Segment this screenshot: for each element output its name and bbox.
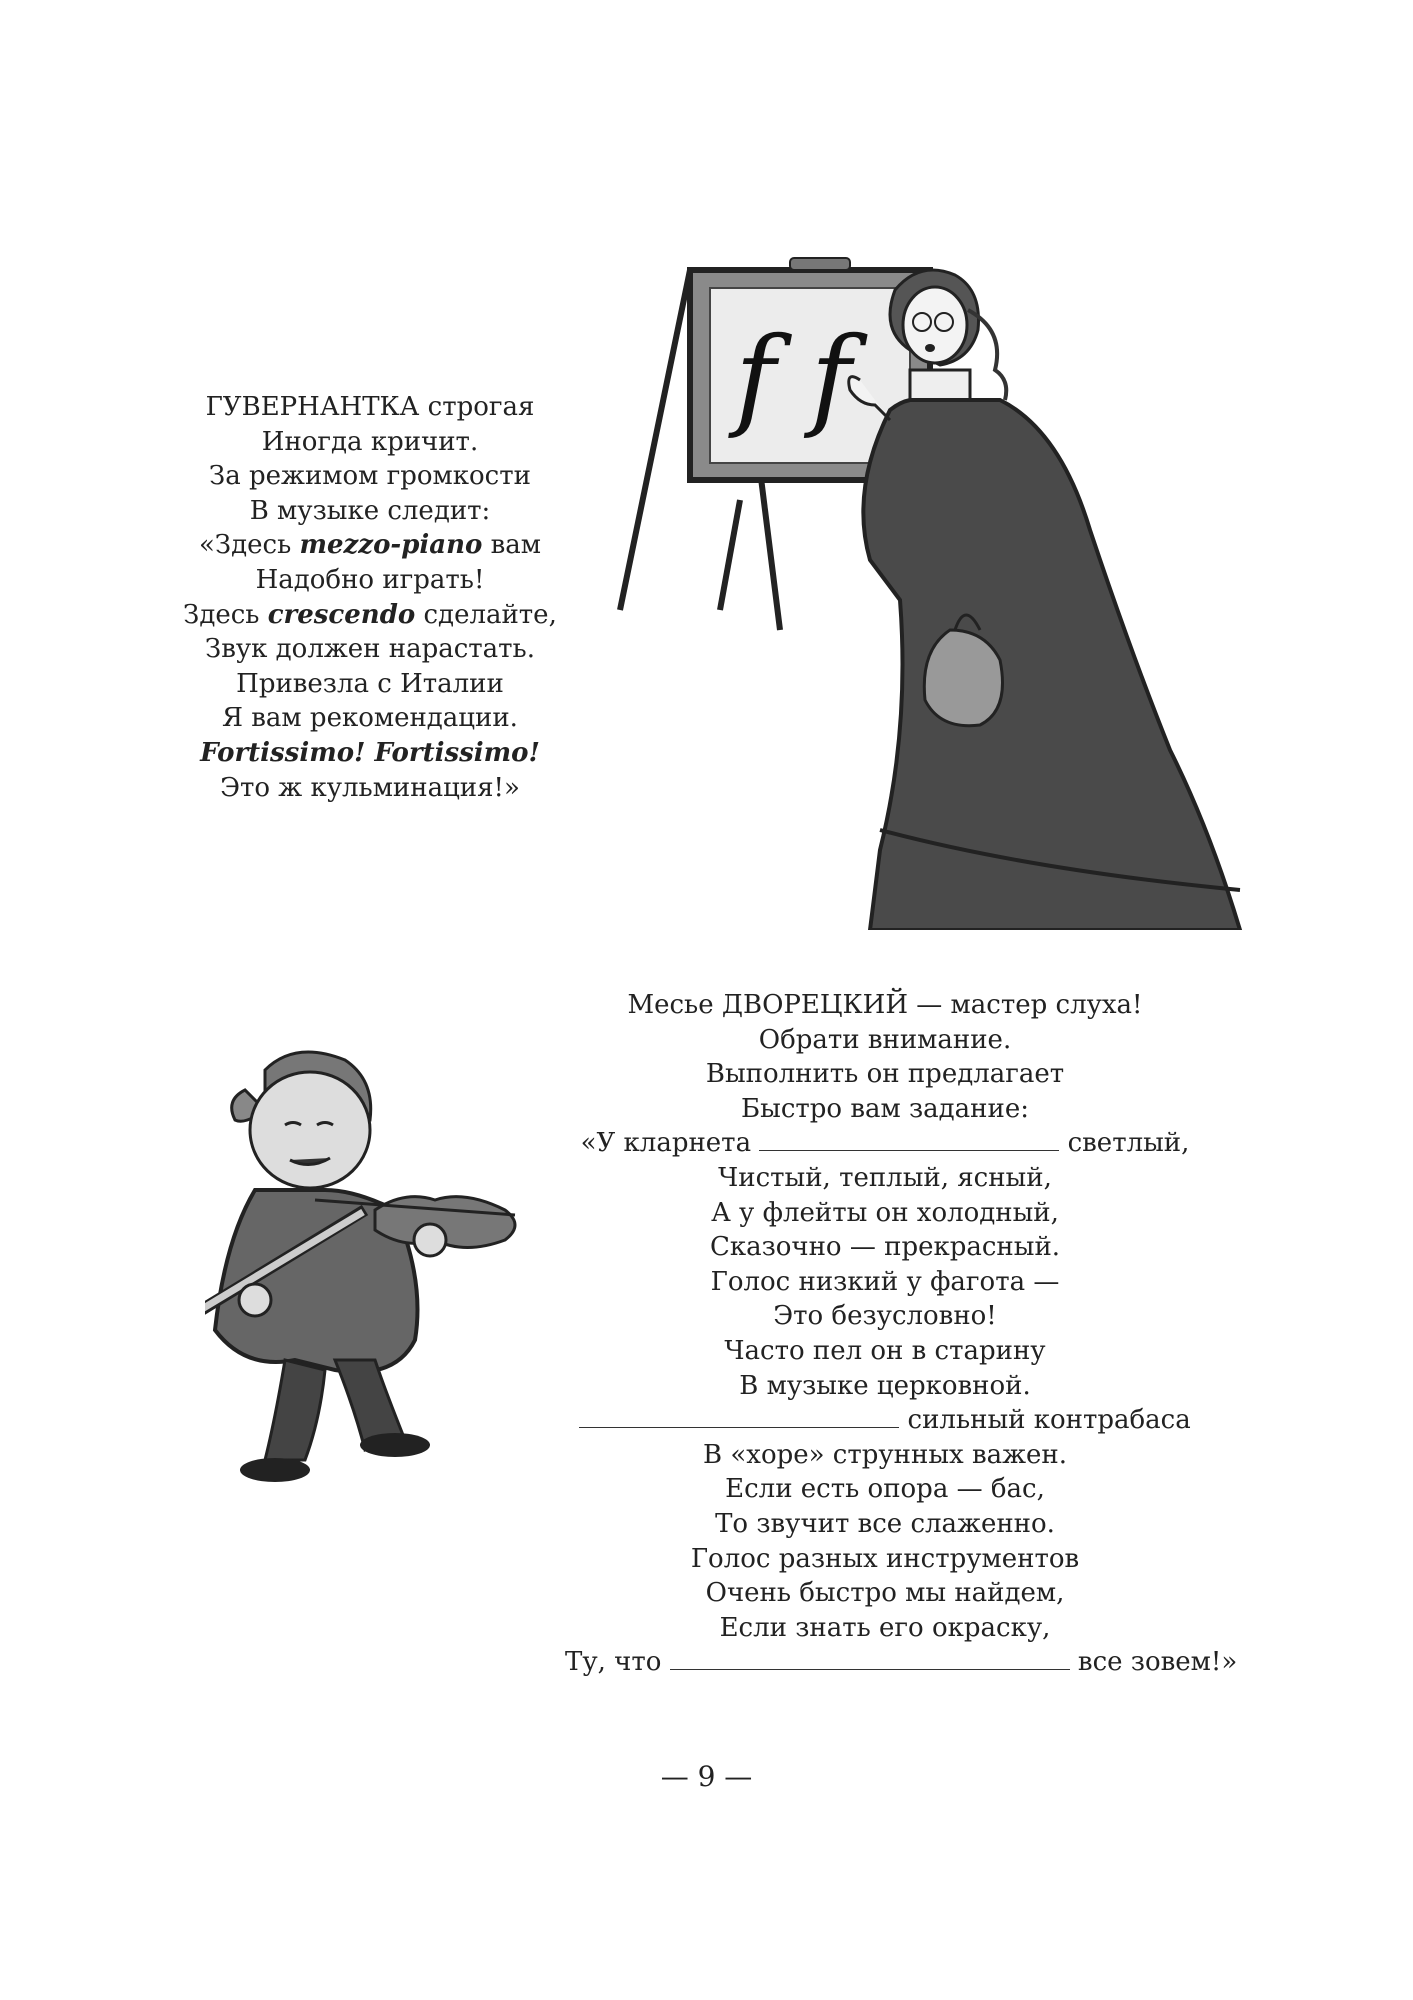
- poem-line: Ту, что все зовем!»: [565, 1647, 1238, 1678]
- poem-line: В музыке церковной.: [739, 1370, 1031, 1401]
- poem-line: сильный контрабаса: [565, 1403, 1205, 1438]
- poem-line: «У кларнета светлый,: [580, 1128, 1190, 1159]
- poem-line: Если есть опора — бас,: [725, 1474, 1045, 1505]
- poem-line: [170, 736, 570, 771]
- poem-line: Очень быстро мы найдем,: [705, 1578, 1065, 1609]
- poem-line: Чистый, теплый, ясный,: [718, 1162, 1052, 1193]
- poem-line: Месье ДВОРЕЦКИЙ — мастер слуха!: [627, 990, 1143, 1020]
- fill-in-blank[interactable]: [670, 1645, 1070, 1670]
- emphasis-term: Fortissimo! Fortissimo!: [200, 737, 540, 768]
- poem-line: А у флейты он холодный,: [711, 1197, 1059, 1228]
- poem-line: Это ж кульминация!»: [220, 772, 520, 803]
- poem-line: Голос низкий у фагота —: [710, 1266, 1060, 1297]
- poem-line: Звук должен нарастать.: [205, 634, 535, 665]
- poem-line: Голос разных инструментов: [690, 1543, 1080, 1574]
- fill-in-blank[interactable]: [759, 1126, 1059, 1151]
- page-number: — 9 —: [660, 1760, 753, 1793]
- poem-line: Надобно играть!: [255, 564, 485, 595]
- poem-line: Я вам рекомендации.: [222, 703, 518, 734]
- poem-line: Быстро вам задание:: [741, 1093, 1029, 1124]
- emphasis-term: mezzo-piano: [299, 530, 483, 561]
- poem-line: Привезла с Италии: [236, 668, 504, 699]
- butler-violinist-illustration: [205, 1040, 605, 1510]
- poem-line: Иногда кричит.: [261, 426, 479, 457]
- board-letters: f f: [735, 313, 852, 441]
- poem-line: За режимом громкости: [209, 461, 531, 492]
- governess-illustration: [610, 230, 1250, 930]
- poem-line: В музыке следит:: [249, 495, 491, 526]
- poem-line: Часто пел он в старину: [724, 1335, 1046, 1366]
- poem-line: «Здесь mezzo-piano вам: [199, 530, 541, 561]
- poem-line: Здесь crescendo сделайте,: [183, 599, 557, 630]
- poem-line: То звучит все слаженно.: [715, 1508, 1055, 1539]
- poem-butler: [565, 988, 1238, 1680]
- poem-governess: [170, 390, 570, 805]
- poem-line: В «хоре» струнных важен.: [703, 1439, 1067, 1470]
- poem-line: Выполнить он предлагает: [705, 1059, 1065, 1090]
- poem-line: Это безусловно!: [773, 1301, 997, 1332]
- emphasis-term: crescendo: [267, 599, 416, 630]
- fill-in-blank[interactable]: [579, 1403, 899, 1428]
- butler-figure: [205, 1052, 515, 1482]
- poem-line: ГУВЕРНАНТКА строгая: [205, 392, 535, 422]
- poem-line: Сказочно — прекрасный.: [709, 1232, 1061, 1263]
- poem-line: Обрати внимание.: [758, 1024, 1012, 1055]
- poem-line: Если знать его окраску,: [719, 1612, 1051, 1643]
